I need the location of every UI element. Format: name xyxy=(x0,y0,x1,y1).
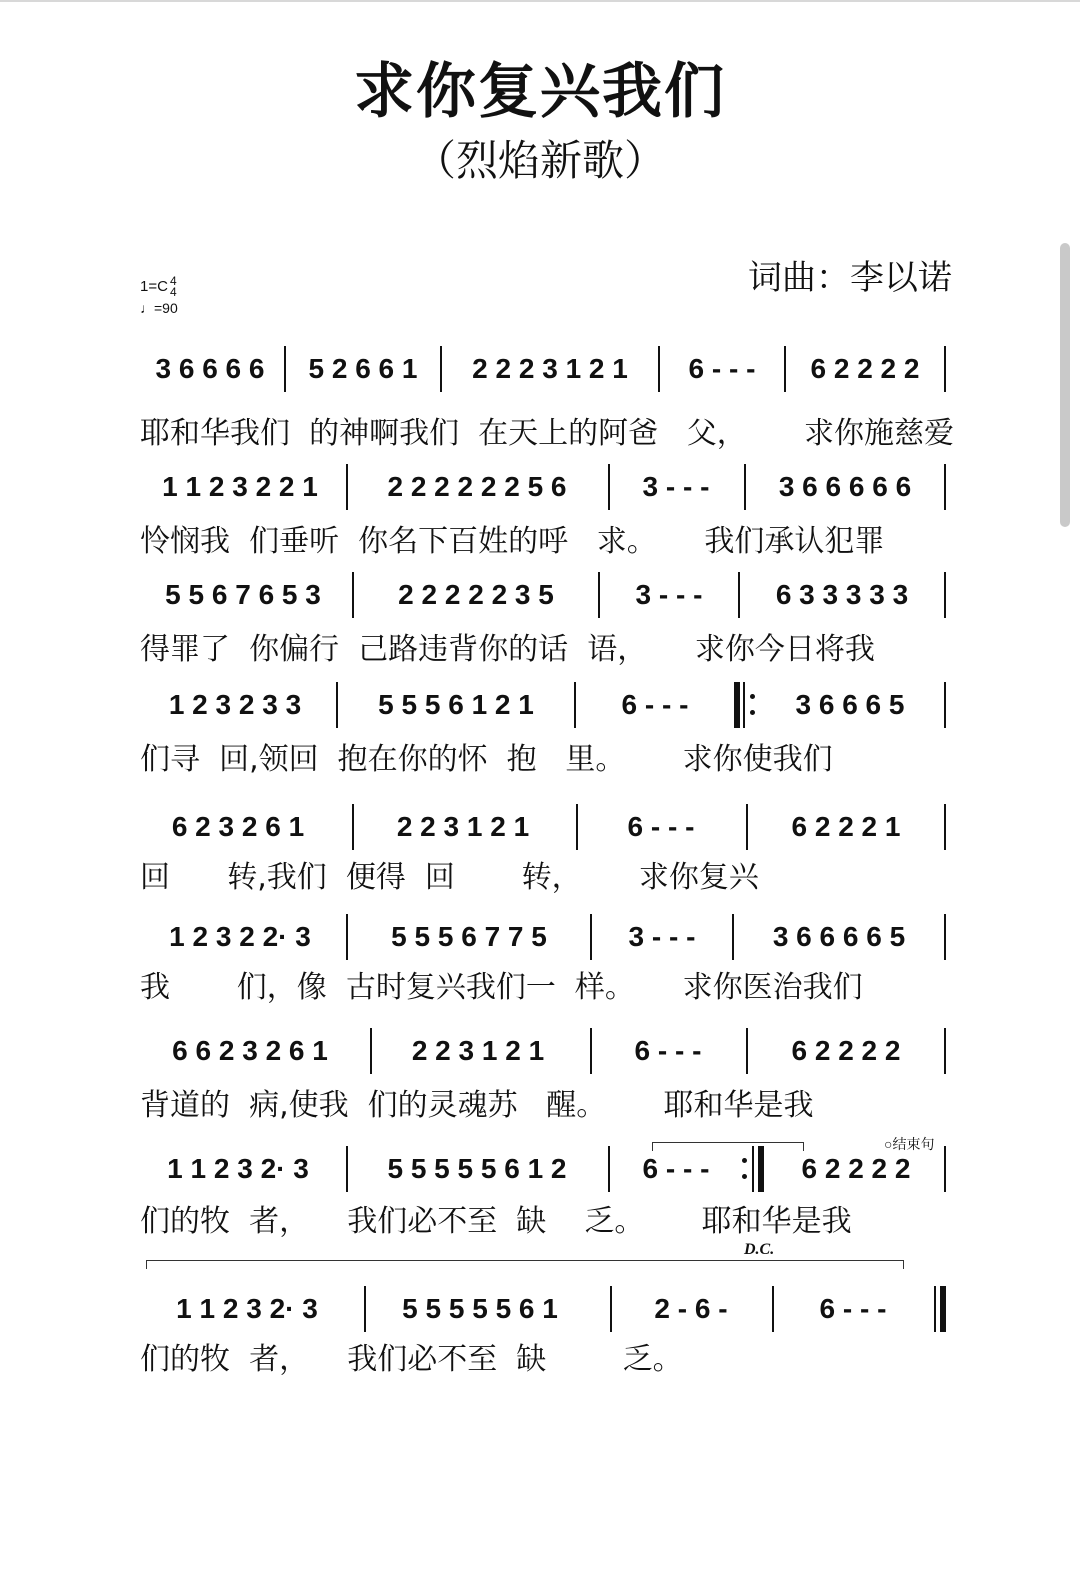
dc-bracket xyxy=(146,1260,904,1269)
measure xyxy=(140,680,330,730)
notes: 6 2 2 2 2 xyxy=(791,1035,901,1066)
barline xyxy=(944,1146,946,1192)
notes: 1 1 2 3 2· 3 xyxy=(176,1293,318,1324)
ending-label: ○结束句 xyxy=(884,1136,935,1152)
repeat-barline xyxy=(734,682,740,728)
barline xyxy=(352,804,354,850)
lyrics-line: 我 们，像 古时复兴我们一 样。 求你医治我们 xyxy=(140,970,863,1005)
score-row xyxy=(140,570,960,620)
measure xyxy=(752,802,940,852)
lyrics-line: 得罪了 你偏行 己路违背你的话 语， 求你今日将我 xyxy=(140,632,875,667)
measure xyxy=(760,680,940,730)
score-row xyxy=(140,912,960,962)
score-row xyxy=(140,802,960,852)
measure xyxy=(752,1026,940,1076)
barline xyxy=(658,346,660,392)
measure xyxy=(790,344,940,394)
notes: 3 6 6 6 6 6 xyxy=(778,471,912,502)
score-row xyxy=(140,344,960,394)
notes: 2 2 2 3 1 2 1 xyxy=(472,353,628,384)
notes: 2 2 2 2 2 2 5 6 xyxy=(387,471,567,502)
notes: 2 2 3 1 2 1 xyxy=(396,811,530,842)
repeat-dots xyxy=(742,1156,748,1182)
measure xyxy=(140,912,340,962)
measure xyxy=(358,802,568,852)
barline xyxy=(944,464,946,510)
barline xyxy=(732,914,734,960)
notes: 6 2 2 2 1 xyxy=(791,811,901,842)
measure xyxy=(738,912,940,962)
barline xyxy=(370,1028,372,1074)
barline xyxy=(746,1028,748,1074)
lyrics-line: 们的牧 者， 我们必不至 缺 乏。 xyxy=(140,1342,683,1377)
barline xyxy=(590,914,592,960)
notes: 6 - - - xyxy=(642,1153,710,1184)
barline xyxy=(590,1028,592,1074)
lyrics-line: 背道的 病,使我 们的灵魂苏 醒。 耶和华是我 xyxy=(140,1088,814,1123)
measure xyxy=(596,1026,740,1076)
notes: 2 - 6 - xyxy=(654,1293,728,1324)
barline xyxy=(738,572,740,618)
song-title: 求你复兴我们 xyxy=(354,57,726,127)
notes: 1 1 2 3 2· 3 xyxy=(167,1153,309,1184)
notes: 2 2 3 1 2 1 xyxy=(411,1035,545,1066)
top-divider xyxy=(0,0,1080,2)
notes: 6 - - - xyxy=(627,811,695,842)
notes: 1 1 2 3 2 2 1 xyxy=(162,471,318,502)
notes: 6 3 3 3 3 3 xyxy=(775,579,909,610)
notes: 5 5 5 5 5 6 1 2 xyxy=(387,1153,567,1184)
key-signature xyxy=(140,276,177,298)
barline xyxy=(752,1146,754,1192)
song-subtitle: （烈焰新歌） xyxy=(413,136,666,185)
measure xyxy=(140,1026,360,1076)
lyrics-line: 们的牧 者， 我们必不至 缺 乏。 耶和华是我 xyxy=(140,1204,852,1239)
time-signature xyxy=(170,276,177,298)
measure xyxy=(446,344,654,394)
notes: 3 - - - xyxy=(635,579,703,610)
measure xyxy=(604,570,734,620)
barline xyxy=(772,1286,774,1332)
measure xyxy=(582,802,740,852)
measure xyxy=(778,1284,928,1334)
measure xyxy=(614,462,738,512)
barline xyxy=(284,346,286,392)
measure xyxy=(664,344,780,394)
barline xyxy=(336,682,338,728)
barline xyxy=(440,346,442,392)
key-label: 1=C xyxy=(140,277,168,295)
notes: 6 2 2 2 2 xyxy=(801,1153,911,1184)
measure xyxy=(290,344,436,394)
repeat-barline xyxy=(758,1146,764,1192)
barline xyxy=(934,1286,936,1332)
barline xyxy=(746,804,748,850)
measure xyxy=(140,344,280,394)
final-barline xyxy=(940,1286,946,1332)
repeat-dots xyxy=(750,692,756,718)
notes: 6 - - - xyxy=(621,689,689,720)
measure xyxy=(352,912,586,962)
measure xyxy=(342,680,570,730)
score-row xyxy=(140,1144,960,1194)
barline xyxy=(346,914,348,960)
measure xyxy=(580,680,730,730)
score-row xyxy=(140,462,960,512)
score-row xyxy=(140,1026,960,1076)
measure xyxy=(358,570,594,620)
barline xyxy=(744,464,746,510)
notes: 2 2 2 2 2 3 5 xyxy=(398,579,554,610)
barline xyxy=(576,804,578,850)
notes: 5 5 5 5 5 6 1 xyxy=(402,1293,558,1324)
measure xyxy=(616,1284,766,1334)
lyrics-line: 耶和华我们 的神啊我们 在天上的阿爸 父， 求你施慈爱 xyxy=(140,416,954,451)
time-denominator: 4 xyxy=(169,285,177,299)
notes: 3 - - - xyxy=(642,471,710,502)
barline xyxy=(784,346,786,392)
measure xyxy=(140,570,346,620)
barline xyxy=(944,1028,946,1074)
barline xyxy=(346,1146,348,1192)
notes: 3 - - - xyxy=(628,921,696,952)
barline xyxy=(598,572,600,618)
time-numerator: 4 xyxy=(169,274,177,288)
barline xyxy=(944,346,946,392)
notes: 5 2 6 6 1 xyxy=(308,353,418,384)
measure xyxy=(352,1144,602,1194)
tempo-mark: ♩=90 xyxy=(140,300,178,316)
measure xyxy=(352,462,602,512)
notes: 6 6 2 3 2 6 1 xyxy=(172,1035,328,1066)
measure xyxy=(140,1284,354,1334)
score-row xyxy=(140,1284,960,1334)
notes: 6 - - - xyxy=(688,353,756,384)
barline xyxy=(944,914,946,960)
notes: 5 5 5 6 1 2 1 xyxy=(378,689,534,720)
dc-marking: D.C. xyxy=(744,1241,775,1258)
measure xyxy=(744,570,940,620)
measure xyxy=(140,462,340,512)
measure xyxy=(140,1144,336,1194)
barline xyxy=(346,464,348,510)
measure xyxy=(750,462,940,512)
measure xyxy=(596,912,728,962)
score-row xyxy=(140,680,960,730)
notes: 3 6 6 6 6 5 xyxy=(772,921,906,952)
notes: 6 - - - xyxy=(634,1035,702,1066)
measure xyxy=(614,1144,738,1194)
barline xyxy=(574,682,576,728)
barline xyxy=(352,572,354,618)
barline xyxy=(944,804,946,850)
barline xyxy=(608,1146,610,1192)
barline xyxy=(364,1286,366,1332)
notes: 6 2 2 2 2 xyxy=(810,353,920,384)
notes: 1 2 3 2 3 3 xyxy=(168,689,302,720)
barline xyxy=(743,682,745,728)
notes: 6 2 3 2 6 1 xyxy=(171,811,305,842)
notes: 1 2 3 2 2· 3 xyxy=(169,921,311,952)
lyrics-line: 怜悯我 们垂听 你名下百姓的呼 求。 我们承认犯罪 xyxy=(140,524,885,559)
measure xyxy=(140,802,336,852)
barline xyxy=(944,572,946,618)
scrollbar[interactable] xyxy=(1060,243,1070,527)
barline xyxy=(608,464,610,510)
lyrics-line: 回 转,我们 便得 回 转， 求你复兴 xyxy=(140,860,759,895)
measure xyxy=(370,1284,590,1334)
notes: 5 5 5 6 7 7 5 xyxy=(391,921,547,952)
lyrics-line: 们寻 回,领回 抱在你的怀 抱 里。 求你使我们 xyxy=(140,742,833,777)
composer-credit: 词曲：李以诺 xyxy=(748,258,952,298)
notes: 3 6 6 6 5 xyxy=(795,689,905,720)
barline xyxy=(944,682,946,728)
notes: 5 5 6 7 6 5 3 xyxy=(165,579,321,610)
notes: 6 - - - xyxy=(819,1293,887,1324)
measure xyxy=(376,1026,580,1076)
barline xyxy=(610,1286,612,1332)
notes: 3 6 6 6 6 xyxy=(155,353,265,384)
measure xyxy=(772,1144,940,1194)
